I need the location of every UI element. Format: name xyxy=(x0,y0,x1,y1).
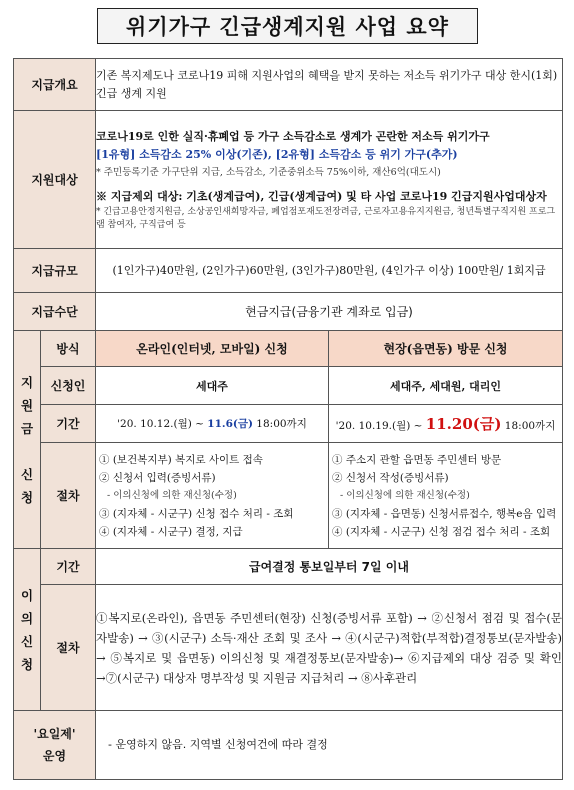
appeal-proc-label: 절차 xyxy=(41,585,96,711)
proc-offline-step-2-note: - 이의신청에 의한 재신청(수정) xyxy=(340,489,470,501)
row-appeal-period xyxy=(14,549,563,585)
period-online xyxy=(96,405,329,443)
amount-text: (1인가구)40만원, (2인가구)60만원, (3인가구)80만원, (4인가구 이상) 100만원/ 1회지급 xyxy=(96,249,563,293)
app-online: 온라인(인터넷, 모바일) 신청 xyxy=(96,331,329,367)
row-purpose xyxy=(14,59,563,111)
appeal-group-label: 이 의 신 청 xyxy=(14,549,41,711)
target-exclusion-note: * 긴급고용안정지원금, 소상공인새희망자금, 폐업점포재도전장려금, 근로자고용유지지원금, 청년특별구직지원 프로그램 참여자, 구직급여 등 xyxy=(96,206,556,230)
target-content xyxy=(96,111,563,249)
proc-online-step-2-note: - 이의신청에 의한 재신청(수정) xyxy=(107,489,237,501)
period-offline-start: '20. 10.19.(월) ~ xyxy=(335,420,426,432)
purpose-label: 지급개요 xyxy=(14,59,96,111)
proc-online-step-1: ① (보건복지부) 복지로 사이트 접속 xyxy=(99,453,263,466)
proc-online-step-3: ③ (지자체 - 시군구) 신청 접수 처리 - 조회 xyxy=(99,507,294,520)
target-types: [1유형] 소득감소 25% 이상(기존), [2유형] 소득감소 등 위기 가구(추가) xyxy=(96,147,458,161)
appeal-proc-text: ①복지로(온라인), 읍면동 주민센터(현장) 신청(증빙서류 포함) → ②신청서 점검 및 접수(문자발송) → ③(시군구) 소득·재산 조회 및 조사 → ④(시군구)적합(부적합)결정통보(문자발송) → ⑤복지로 및 읍면동) 이의신청 및 재결정통보(문자발송)→ ⑥지급제외 대상 검증 및 확인→⑦(시군구) 대상자 명부작성 및 지원금 지급처리 → ⑧사후관리 xyxy=(96,585,563,711)
weekday-label xyxy=(14,711,96,780)
appeal-period-label: 기간 xyxy=(41,549,96,585)
target-line-1: 코로나19로 인한 실직·휴폐업 등 가구 소득감소로 생계가 곤란한 저소득 위기가구 xyxy=(96,129,490,143)
proc-online-step-4: ④ (지자체 - 시군구) 결정, 지급 xyxy=(99,525,243,538)
applicant-label: 신청인 xyxy=(41,367,96,405)
proc-offline xyxy=(329,443,563,549)
amount-label: 지급규모 xyxy=(14,249,96,293)
target-note: * 주민등록기준 가구단위 지급, 소득감소, 기준중위소득 75%이하, 재산6억(대도시) xyxy=(96,166,441,178)
row-applicant xyxy=(14,367,563,405)
period-label: 기간 xyxy=(41,405,96,443)
period-offline xyxy=(329,405,563,443)
proc-online xyxy=(96,443,329,549)
period-online-start: '20. 10.12.(월) ~ xyxy=(117,418,208,430)
proc-offline-step-2: ② 신청서 작성(증빙서류) xyxy=(332,471,449,484)
row-method xyxy=(14,293,563,331)
row-appeal-proc xyxy=(14,585,563,711)
app-proc-label: 절차 xyxy=(41,443,96,549)
row-target xyxy=(14,111,563,249)
app-method-label: 방식 xyxy=(41,331,96,367)
row-weekday xyxy=(14,711,563,780)
weekday-label-line-2: 운영 xyxy=(42,749,67,763)
period-online-time: 18:00까지 xyxy=(252,418,307,430)
purpose-text: 기존 복지제도나 코로나19 피해 지원사업의 혜택을 받지 못하는 저소득 위기가구 대상 한시(1회) 긴급 생계 지원 xyxy=(96,59,563,111)
target-exclusion: ※ 지급제외 대상: 기초(생계급여), 긴급(생계급여) 및 타 사업 코로나19 긴급지원사업대상자 xyxy=(96,189,547,203)
method-label: 지급수단 xyxy=(14,293,96,331)
row-amount xyxy=(14,249,563,293)
period-offline-end: 11.20(금) xyxy=(425,415,502,433)
application-group-label: 지 원 금 신 청 xyxy=(14,331,41,549)
summary-table xyxy=(13,58,563,780)
proc-offline-step-3: ③ (지자체 - 읍면동) 신청서류접수, 행복e음 입력 xyxy=(332,507,557,520)
proc-online-step-2: ② 신청서 입력(증빙서류) xyxy=(99,471,216,484)
appeal-period-text: 급여결정 통보일부터 7일 이내 xyxy=(96,549,563,585)
period-offline-time: 18:00까지 xyxy=(501,420,556,432)
row-period xyxy=(14,405,563,443)
app-offline: 현장(읍면동) 방문 신청 xyxy=(329,331,563,367)
applicant-online: 세대주 xyxy=(96,367,329,405)
row-app-method xyxy=(14,331,563,367)
page-title: 위기가구 긴급생계지원 사업 요약 xyxy=(97,8,478,44)
weekday-label-line-1: '요일제' xyxy=(33,727,76,741)
weekday-text: - 운영하지 않음. 지역별 신청여건에 따라 결정 xyxy=(96,711,563,780)
proc-offline-step-1: ① 주소지 관할 읍면동 주민센터 방문 xyxy=(332,453,502,466)
applicant-offline: 세대주, 세대원, 대리인 xyxy=(329,367,563,405)
target-label: 지원대상 xyxy=(14,111,96,249)
proc-offline-step-4: ④ (지자체 - 시군구) 신청 점검 접수 처리 - 조회 xyxy=(332,525,551,538)
period-online-end: 11.6(금) xyxy=(207,418,253,430)
method-text: 현금지급(금융기관 계좌로 입금) xyxy=(96,293,563,331)
row-app-proc xyxy=(14,443,563,549)
